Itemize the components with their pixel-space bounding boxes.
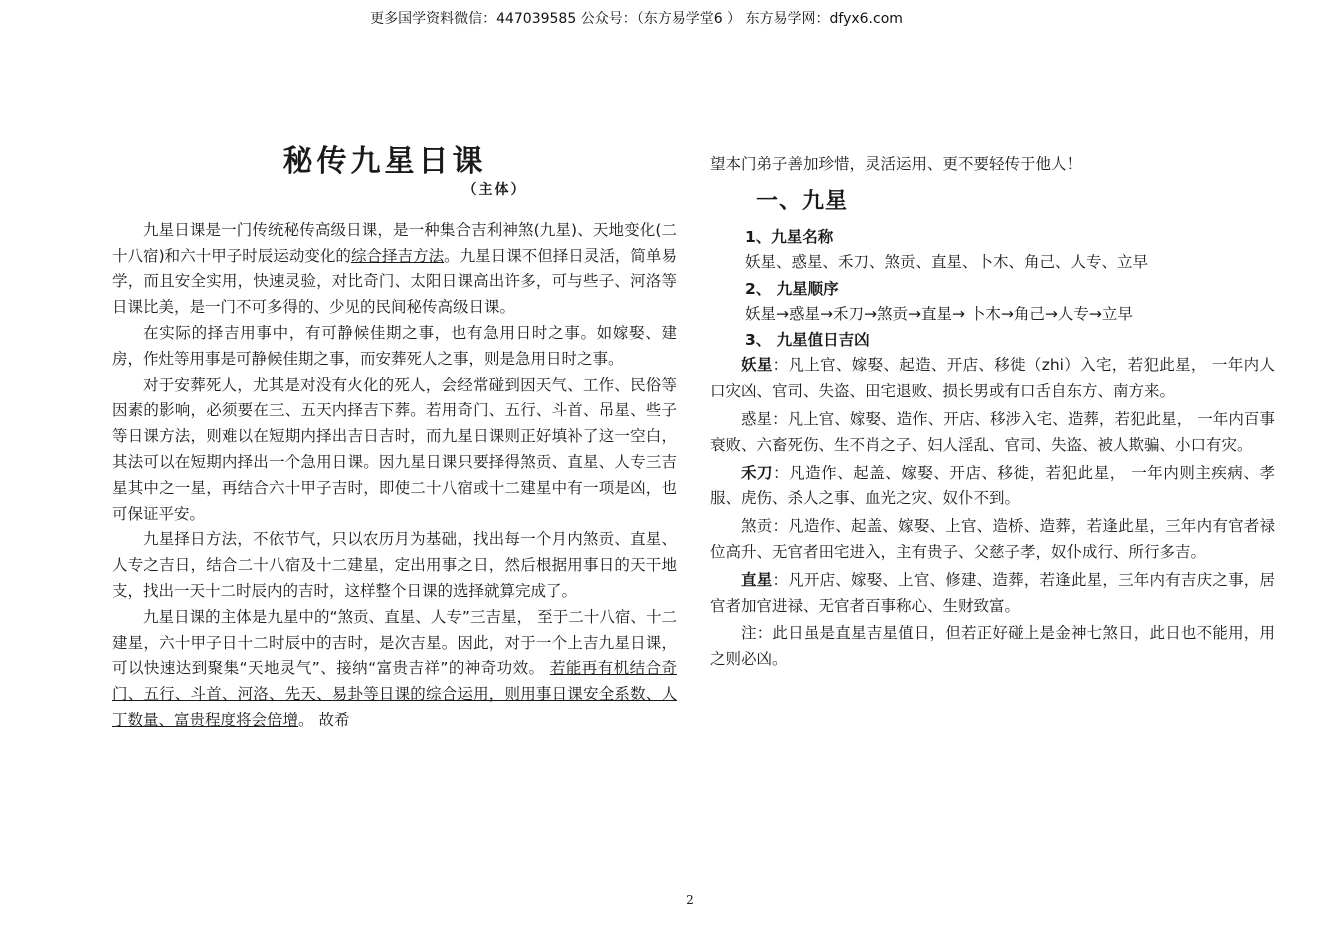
section-heading: 一、九星 (756, 188, 849, 214)
subheading-fortune: 3、 九星值日吉凶 (745, 331, 870, 350)
document-title: 秘传九星日课 (282, 144, 487, 179)
entry-yao-star: 妖星：凡上官、嫁娶、起造、开店、移徙（zhi）入宅，若犯此星， 一年内人口灾凶、官司、失盗、田宅退败、损长男或有口舌自东方、南方来。 (710, 356, 1275, 401)
underlined-phrase: 综合择吉方法 (350, 246, 445, 265)
star-names: 妖星、惑星、禾刀、煞贡、直星、卜木、角己、人专、立早 (745, 252, 1149, 271)
subheading-order: 2、 九星顺序 (745, 279, 839, 298)
paragraph-3: 对于安葬死人，尤其是对没有火化的死人，会经常碰到因天气、工作、民俗等因素的影响，必须要在三、五天内择吉下葬。若用奇门、五行、斗首、吊星、些子等日课方法，则难以在短期内择出吉日吉时，而九星日课则正好填补了这一空白，其法可以在短期内择出一个急用日课。因九星日课只要择得煞贡、直星、人专三吉星其中之一星，再结合六十甲子吉时，即使二十八宿或十二建星中有一项是凶，也可保证平安。 (112, 375, 677, 523)
right-column (710, 152, 1275, 673)
left-column (112, 140, 677, 734)
star-order: 妖星→惑星→禾刀→煞贡→直星→ 卜木→角己→人专→立早 (745, 304, 1133, 323)
paragraph-5: 九星日课的主体是九星中的“煞贡、直星、人专”三吉星， 至于二十八宿、十二建星，六十甲子日十二时辰中的吉时，是次吉星。因此，对于一个上吉九星日课，可以快速达到聚集“天地灵气”、接纳“富贵吉祥”的神奇功效。 若能再有机结合奇门、五行、斗首、河洛、先天、易卦等日课的综合运用，则用事日课安全系数、人丁数量、富贵程度将会倍增。 故希 (112, 607, 677, 729)
paragraph-2: 在实际的择吉用事中，有可静候佳期之事，也有急用日时之事。如嫁娶、建房，作灶等用事是可静候佳期之事，而安葬死人之事，则是急用日时之事。 (112, 323, 677, 368)
note: 注：此日虽是直星吉星值日，但若正好碰上是金神七煞日，此日也不能用，用之则必凶。 (710, 624, 1275, 669)
continuation-line: 望本门弟子善加珍惜，灵活运用、更不要轻传于他人！ (710, 155, 1083, 173)
subheading-names: 1、九星名称 (745, 227, 834, 246)
entry-huo-star: 惑星：凡上官、嫁娶、造作、开店、移涉入宅、造葬，若犯此星， 一年内百事衰败、六畜死伤、生不肖之子、妇人淫乱、官司、失盗、被人欺骗、小口有灾。 (710, 409, 1275, 454)
paragraph-4: 九星择日方法，不依节气，只以农历月为基础，找出每一个月内煞贡、直星、人专之吉日，结合二十八宿及十二建星，定出用事之日，然后根据用事日的天干地支，找出一天十二时辰内的吉时，这样整个日课的选择就算完成了。 (112, 530, 677, 600)
paragraph-1: 九星日课是一门传统秘传高级日课，是一种集合吉利神煞(九星)、天地变化(二十八宿)和六十甲子时辰运动变化的综合择吉方法。九星日课不但择日灵活，简单易学，而且安全实用，快速灵验，对比奇门、太阳日课高出许多，可与些子、河洛等日课比美，是一门不可多得的、少见的民间秘传高级日课。 (112, 220, 677, 317)
document-subtitle: （主体） (462, 182, 527, 198)
underlined-passage: 若能再有机结合奇门、五行、斗首、河洛、先天、易卦等日课的综合运用，则用事日课安全系数、人丁数量、富贵程度将会倍增 (112, 659, 677, 729)
page-number: 2 (686, 893, 694, 907)
entry-he-dao: 禾刀：凡造作、起盖、嫁娶、开店、移徙，若犯此星， 一年内则主疾病、孝服、虎伤、杀人之事、血光之灾、奴仆不到。 (710, 463, 1275, 508)
entry-zhi-star: 直星：凡开店、嫁娶、上官、修建、造葬，若逢此星，三年内有吉庆之事，居官者加官进禄、无官者百事称心、生财致富。 (710, 570, 1275, 615)
page-header: 更多国学资料微信：447039585 公众号：（东方易学堂6 ） 东方易学网：dfyx6.com (370, 11, 903, 27)
entry-sha-gong: 煞贡：凡造作、起盖、嫁娶、上官、造桥、造葬，若逢此星，三年内有官者禄位高升、无官者田宅进入，主有贵子、父慈子孝，奴仆成行、所行多吉。 (710, 517, 1275, 561)
